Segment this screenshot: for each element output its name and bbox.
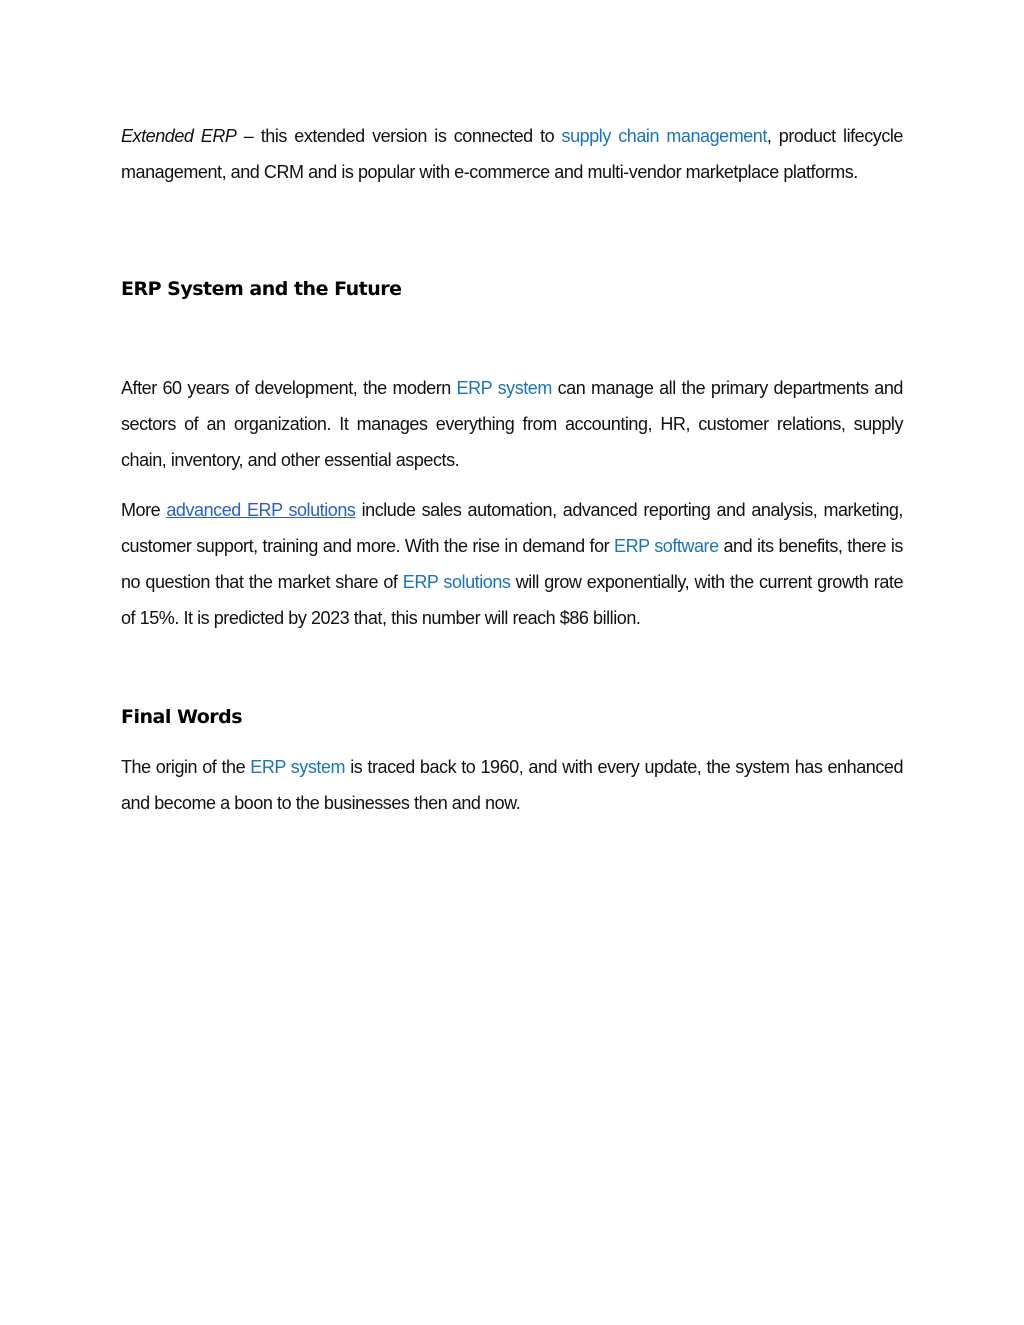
link-supply-chain-management[interactable]: supply chain management <box>561 126 767 146</box>
heading-final-words: Final Words <box>121 706 243 728</box>
text-segment: – this extended version is connected to <box>236 126 562 146</box>
paragraph-after-60-years <box>121 370 903 478</box>
text-segment: and its benefits, there is no question that the market share of <box>121 536 903 592</box>
text-segment: can manage all the primary departments and sectors of an organization. It manages everything from accounting, HR, customer relations, supply chain, inventory, and other essential aspects. <box>121 378 903 470</box>
link-erp-software[interactable]: ERP software <box>614 536 719 556</box>
heading-erp-system-future: ERP System and the Future <box>121 278 402 300</box>
paragraph-extended-erp <box>121 118 903 190</box>
link-advanced-erp-solutions[interactable]: advanced ERP solutions <box>166 500 356 520</box>
link-erp-system[interactable]: ERP system <box>456 378 552 398</box>
link-erp-solutions[interactable]: ERP solutions <box>402 572 511 592</box>
document-body <box>121 118 903 821</box>
text-segment: will grow exponentially, with the current growth rate of 15%. It is predicted by 2023 that, this number will reach $86 billion. <box>121 572 903 628</box>
text-segment: include sales automation, advanced reporting and analysis, marketing, customer support, training and more. With the rise in demand for <box>121 500 903 556</box>
text-segment: After 60 years of development, the modern <box>121 378 457 398</box>
term-extended-erp: Extended ERP <box>121 126 237 146</box>
paragraph-origin <box>121 749 903 821</box>
paragraph-more-solutions <box>121 492 903 636</box>
link-erp-system-origin[interactable]: ERP system <box>250 757 346 777</box>
text-segment: More <box>121 500 167 520</box>
text-segment: is traced back to 1960, and with every update, the system has enhanced and become a boon to the businesses then and now. <box>121 757 903 813</box>
text-segment: The origin of the <box>121 757 251 777</box>
text-segment: , product lifecycle management, and CRM and is popular with e-commerce and multi-vendor marketplace platforms. <box>121 126 903 182</box>
